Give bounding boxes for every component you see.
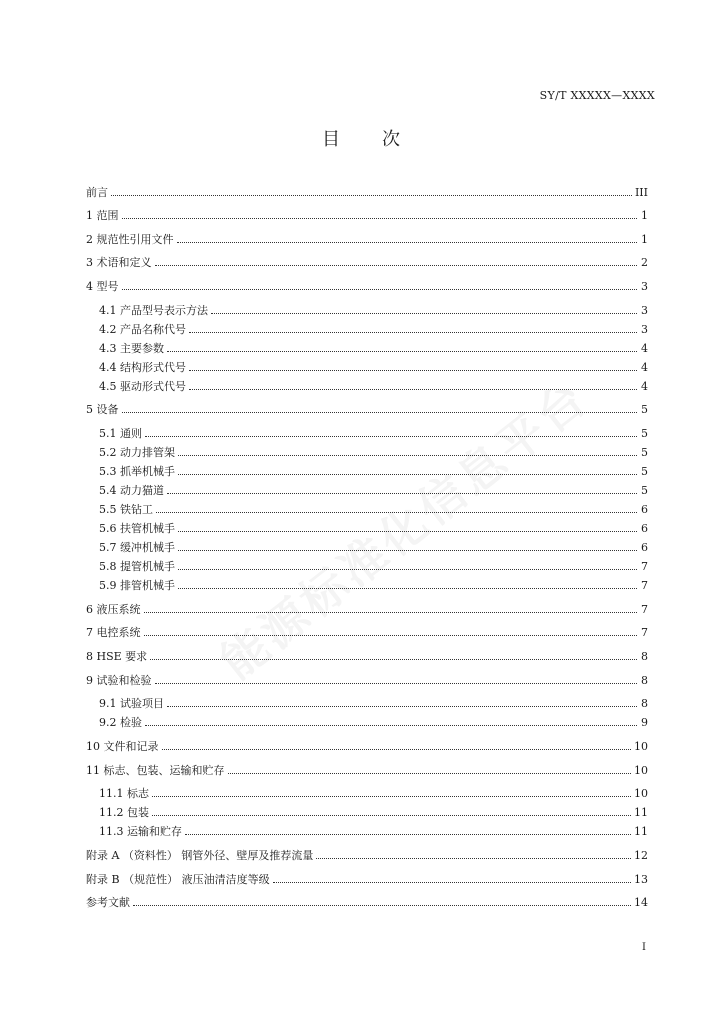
toc-entry-page: 3	[641, 304, 648, 317]
toc-leader-dots	[178, 588, 637, 589]
toc-leader-dots	[178, 531, 637, 532]
toc-entry-page: 4	[641, 342, 648, 355]
toc-entry-page: 5	[641, 403, 648, 416]
toc-entry[interactable]	[99, 497, 648, 516]
toc-entry-page: 1	[641, 209, 648, 222]
toc-leader-dots	[145, 436, 637, 437]
toc-entry-label: 5.2 动力排管架	[99, 446, 175, 459]
toc-entry[interactable]	[86, 890, 648, 909]
toc-entry-label: 9.1 试验项目	[99, 697, 164, 710]
toc-entry-label: 9.2 检验	[99, 716, 142, 729]
toc-entry-page: 6	[641, 503, 648, 516]
toc-leader-dots	[189, 389, 637, 390]
toc-entry-page: 5	[641, 484, 648, 497]
toc-leader-dots	[133, 905, 631, 906]
toc-entry[interactable]	[86, 758, 648, 777]
toc-leader-dots	[122, 289, 638, 290]
toc-leader-dots	[145, 725, 637, 726]
watermark: 能源标准化信息平台	[210, 370, 599, 690]
toc-leader-dots	[273, 882, 631, 883]
toc-entry[interactable]	[99, 554, 648, 573]
toc-entry[interactable]	[99, 710, 648, 729]
toc-entry-label: 11 标志、包装、运输和贮存	[86, 764, 225, 777]
title-char-left: 目	[322, 129, 342, 150]
toc-entry-label: 附录 B （规范性） 液压油清洁度等级	[86, 873, 270, 886]
toc-entry-page: 10	[634, 764, 648, 777]
toc-entry-label: 7 电控系统	[86, 626, 141, 639]
toc-entry-label: 4.4 结构形式代号	[99, 361, 186, 374]
toc-entry[interactable]	[99, 781, 648, 800]
toc-entry-label: 6 液压系统	[86, 603, 141, 616]
toc-leader-dots	[167, 706, 637, 707]
toc-entry-label: 5.9 排管机械手	[99, 579, 175, 592]
toc-leader-dots	[189, 332, 637, 333]
toc-leader-dots	[178, 569, 637, 570]
toc-entry[interactable]	[86, 180, 648, 199]
toc-entry[interactable]	[86, 397, 648, 416]
toc-leader-dots	[122, 218, 638, 219]
toc-entry-page: 8	[641, 674, 648, 687]
toc-entry[interactable]	[86, 620, 648, 639]
toc-entry[interactable]	[99, 800, 648, 819]
toc-entry-label: 11.2 包装	[99, 806, 149, 819]
toc-entry[interactable]	[99, 421, 648, 440]
toc-entry-label: 5.4 动力猫道	[99, 484, 164, 497]
toc-entry-label: 5.8 提管机械手	[99, 560, 175, 573]
toc-entry[interactable]	[99, 298, 648, 317]
toc-entry[interactable]	[99, 819, 648, 838]
toc-entry-page: 5	[641, 465, 648, 478]
toc-entry-label: 4.3 主要参数	[99, 342, 164, 355]
toc-entry-page: 11	[634, 806, 648, 819]
toc-entry-page: 14	[634, 896, 648, 909]
toc-leader-dots	[178, 550, 637, 551]
toc-entry-label: 1 范围	[86, 209, 119, 222]
toc-leader-dots	[167, 351, 637, 352]
toc-entry-page: 12	[634, 849, 648, 862]
toc-entry-page: 5	[641, 446, 648, 459]
toc-entry-page: 1	[641, 233, 648, 246]
toc-leader-dots	[316, 858, 631, 859]
toc-entry-page: 6	[641, 541, 648, 554]
toc-entry-label: 参考文献	[86, 896, 130, 909]
toc-entry-page: 13	[634, 873, 648, 886]
toc-entry-page: 5	[641, 427, 648, 440]
toc-entry[interactable]	[86, 734, 648, 753]
toc-leader-dots	[156, 512, 637, 513]
toc-leader-dots	[189, 370, 637, 371]
toc-entry-page: 9	[641, 716, 648, 729]
toc-entry-label: 5.1 通则	[99, 427, 142, 440]
toc-leader-dots	[178, 455, 637, 456]
toc-entry-label: 4.5 驱动形式代号	[99, 380, 186, 393]
toc-entry-page: 8	[641, 650, 648, 663]
toc-entry-label: 5.7 缓冲机械手	[99, 541, 175, 554]
toc-entry-page: 4	[641, 361, 648, 374]
toc-entry[interactable]	[86, 597, 648, 616]
toc-entry[interactable]	[99, 478, 648, 497]
toc-entry[interactable]	[99, 355, 648, 374]
toc-entry[interactable]	[86, 867, 648, 886]
toc-leader-dots	[111, 195, 632, 196]
toc-entry[interactable]	[99, 374, 648, 393]
toc-entry-label: 4.2 产品名称代号	[99, 323, 186, 336]
toc-leader-dots	[211, 313, 637, 314]
toc-entry-label: 4.1 产品型号表示方法	[99, 304, 208, 317]
toc-leader-dots	[152, 796, 631, 797]
toc-entry[interactable]	[99, 535, 648, 554]
toc-entry-label: 4 型号	[86, 280, 119, 293]
toc-leader-dots	[155, 265, 638, 266]
toc-entry-label: 前言	[86, 186, 108, 199]
toc-entry[interactable]	[99, 691, 648, 710]
toc-leader-dots	[152, 815, 631, 816]
toc-entry-label: 5.5 铁钻工	[99, 503, 153, 516]
toc-entry-label: 5.6 扶管机械手	[99, 522, 175, 535]
toc-leader-dots	[162, 749, 632, 750]
toc-entry[interactable]	[86, 250, 648, 269]
toc-entry-page: III	[634, 186, 648, 199]
toc-entry[interactable]	[86, 274, 648, 293]
toc-entry[interactable]	[99, 317, 648, 336]
toc-leader-dots	[177, 242, 638, 243]
toc-leader-dots	[228, 773, 632, 774]
toc-leader-dots	[144, 635, 638, 636]
toc-entry[interactable]	[99, 440, 648, 459]
toc-entry-label: 3 术语和定义	[86, 256, 152, 269]
toc-entry-label: 附录 A （资料性） 钢管外径、壁厚及推荐流量	[86, 849, 314, 862]
toc-leader-dots	[178, 474, 637, 475]
page-title	[0, 125, 724, 151]
page-number: I	[642, 942, 646, 953]
toc-entry-page: 10	[634, 740, 648, 753]
toc-leader-dots	[155, 683, 638, 684]
toc-entry-page: 3	[641, 280, 648, 293]
toc-leader-dots	[150, 659, 637, 660]
toc-entry-page: 4	[641, 380, 648, 393]
toc-entry-page: 8	[641, 697, 648, 710]
toc-entry-page: 7	[641, 603, 648, 616]
toc-entry[interactable]	[86, 227, 648, 246]
toc-entry[interactable]	[99, 459, 648, 478]
toc-leader-dots	[167, 493, 637, 494]
toc-entry-label: 9 试验和检验	[86, 674, 152, 687]
toc-entry-label: 10 文件和记录	[86, 740, 159, 753]
toc-entry-page: 7	[641, 579, 648, 592]
toc-entry[interactable]	[86, 668, 648, 687]
toc-entry[interactable]	[99, 336, 648, 355]
toc-entry-label: 8 HSE 要求	[86, 650, 148, 663]
title-char-right: 次	[382, 129, 402, 150]
toc-entry-label: 2 规范性引用文件	[86, 233, 174, 246]
toc-entry-label: 5 设备	[86, 403, 119, 416]
toc-leader-dots	[185, 834, 631, 835]
toc-entry-page: 11	[634, 825, 648, 838]
toc-entry-page: 2	[641, 256, 648, 269]
toc-leader-dots	[144, 612, 638, 613]
toc-entry[interactable]	[99, 516, 648, 535]
toc-entry-page: 7	[641, 626, 648, 639]
toc-leader-dots	[122, 412, 638, 413]
toc-entry[interactable]	[86, 843, 648, 862]
document-code: SY/T XXXXX—XXXX	[539, 89, 655, 102]
toc-entry-label: 11.1 标志	[99, 787, 149, 800]
toc-entry[interactable]	[86, 644, 648, 663]
toc-entry-page: 3	[641, 323, 648, 336]
toc-entry-label: 11.3 运输和贮存	[99, 825, 182, 838]
toc-entry-page: 6	[641, 522, 648, 535]
toc-entry-page: 10	[634, 787, 648, 800]
toc-entry-page: 7	[641, 560, 648, 573]
toc-entry-label: 5.3 抓举机械手	[99, 465, 175, 478]
toc-entry[interactable]	[86, 203, 648, 222]
toc-entry[interactable]	[99, 573, 648, 592]
